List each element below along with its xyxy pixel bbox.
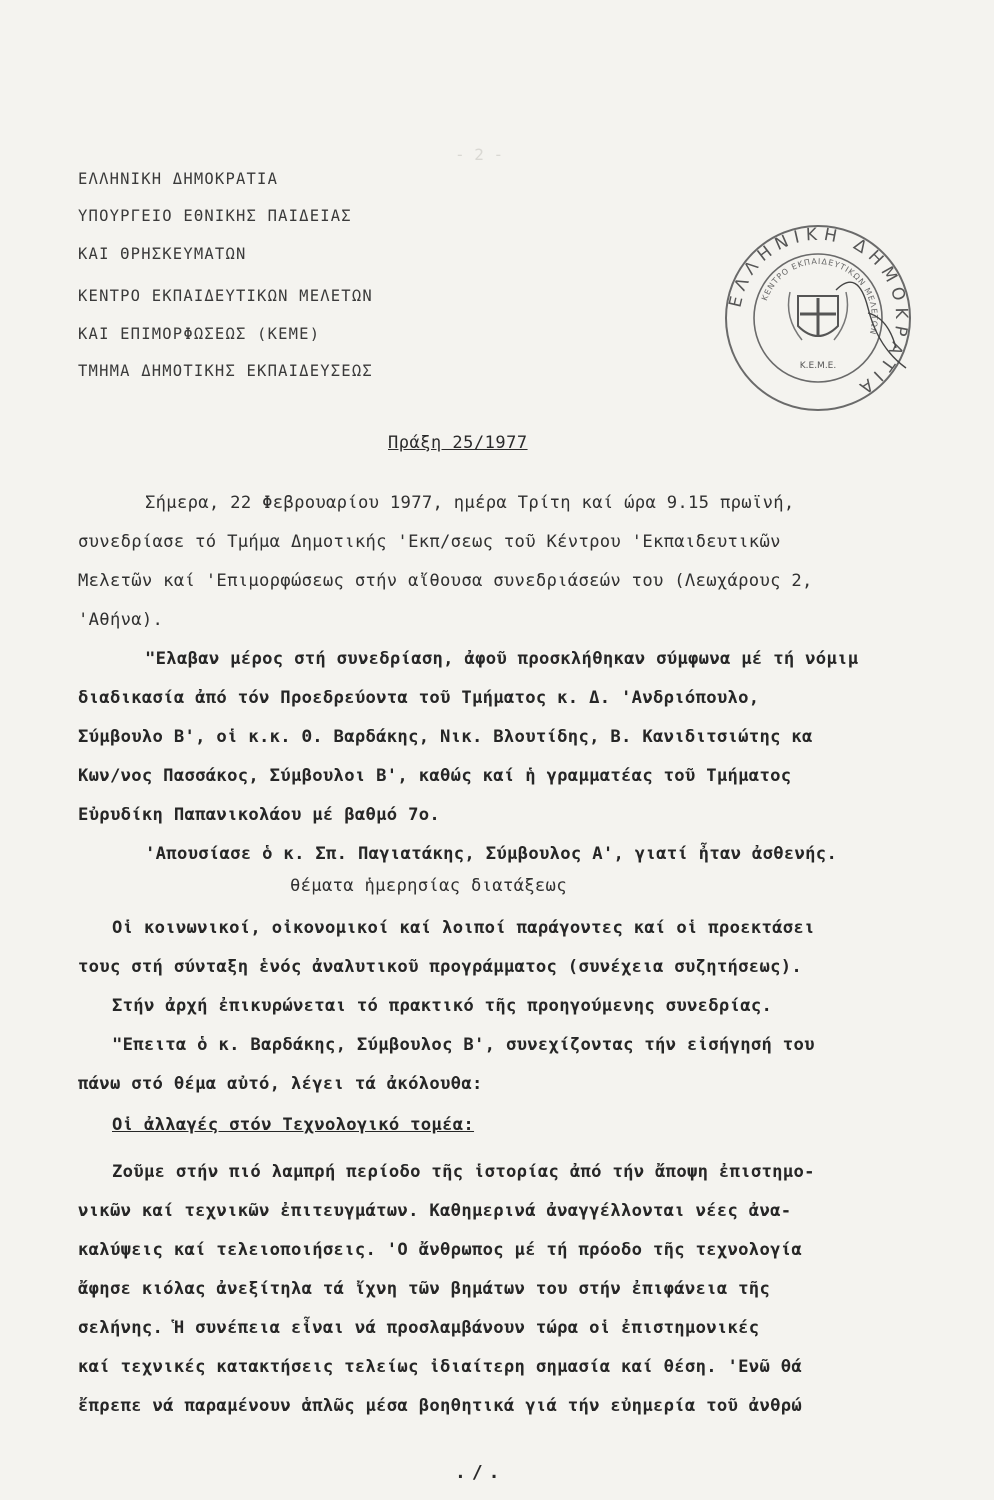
body-line: σελήνης. Ἡ συνέπεια εἶναι νά προσλαμβάνουν τώρα οἱ ἐπιστημονικές xyxy=(78,1318,760,1338)
header-line-2: ΥΠΟΥΡΓΕΙΟ ΕΘΝΙΚΗΣ ΠΑΙΔΕΙΑΣ xyxy=(78,207,352,225)
body-line: Ζοῦμε στήν πιό λαμπρή περίοδο τῆς ἱστορίας ἀπό τήν ἄποψη ἐπιστημο- xyxy=(112,1162,815,1182)
coat-of-arms-icon xyxy=(789,292,848,340)
body-line: 'Απουσίασε ὁ κ. Σπ. Παγιατάκης, Σύμβουλος Α', γιατί ἦταν ἀσθενής. xyxy=(145,844,838,864)
official-seal-stamp xyxy=(718,218,918,418)
body-line: διαδικασία ἀπό τόν Προεδρεύοντα τοῦ Τμήματος κ. Δ. 'Ανδριόπουλο, xyxy=(78,688,760,708)
body-line: καλύψεις καί τελειοποιήσεις. 'Ο ἄνθρωπος μέ τή πρόοδο τῆς τεχνολογία xyxy=(78,1240,803,1260)
body-line: τους στή σύνταξη ἑνός ἀναλυτικοῦ προγράμματος (συνέχεια συζητήσεως). xyxy=(78,957,803,977)
continuation-mark: ./. xyxy=(455,1462,506,1483)
body-line: Σύμβουλο Β', οἱ κ.κ. Θ. Βαρδάκης, Νικ. Βλουτίδης, Β. Κανιδιτσιώτης κα xyxy=(78,727,813,747)
body-line: Στήν ἀρχή ἐπικυρώνεται τό πρακτικό τῆς προηγούμενης συνεδρίας. xyxy=(112,996,773,1016)
header-line-5: ΚΑΙ ΕΠΙΜΟΡΦΩΣΕΩΣ (ΚΕΜΕ) xyxy=(78,325,321,343)
body-line: καί τεχνικές κατακτήσεις τελείως ἰδιαίτερη σημασία καί θέση. 'Ενῶ θά xyxy=(78,1357,803,1377)
header-line-1: ΕΛΛΗΝΙΚΗ ΔΗΜΟΚΡΑΤΙΑ xyxy=(78,170,279,188)
section-heading: Οἱ ἀλλαγές στόν Τεχνολογικό τομέα: xyxy=(112,1115,475,1135)
body-line: πάνω στό θέμα αὐτό, λέγει τά ἀκόλουθα: xyxy=(78,1074,483,1094)
body-line: Εὐρυδίκη Παπανικολάου μέ βαθμό 7ο. xyxy=(78,805,441,825)
body-line: νικῶν καί τεχνικῶν ἐπιτευγμάτων. Καθημερινά ἀναγγέλλονται νέες ἀνα- xyxy=(78,1201,792,1221)
header-line-3: ΚΑΙ ΘΡΗΣΚΕΥΜΑΤΩΝ xyxy=(78,245,247,263)
body-line: ἔπρεπε νά παραμένουν ἁπλῶς μέσα βοηθητικά γιά τήν εὐημερία τοῦ ἀνθρώ xyxy=(78,1396,803,1416)
body-line: ἄφησε κιόλας ἀνεξίτηλα τά ἴχνη τῶν βημάτων του στήν ἐπιφάνεια τῆς xyxy=(78,1279,771,1299)
header-line-6: ΤΜΗΜΑ ΔΗΜΟΤΙΚΗΣ ΕΚΠΑΙΔΕΥΣΕΩΣ xyxy=(78,362,373,380)
body-line: "Επειτα ὁ κ. Βαρδάκης, Σύμβουλος Β', συνεχίζοντας τήν εἰσήγησή του xyxy=(112,1035,815,1055)
body-line: συνεδρίασε τό Τμήμα Δημοτικής 'Εκπ/σεως τοῦ Κέντρου 'Εκπαιδευτικῶν xyxy=(78,532,781,552)
body-line: Κων/νος Πασσάκος, Σύμβουλοι Β', καθώς καί ἡ γραμματέας τοῦ Τμήματος xyxy=(78,766,792,786)
body-line: 'Αθήνα). xyxy=(78,610,164,630)
seal-bottom-text: Κ.Ε.Μ.Ε. xyxy=(799,361,837,371)
body-line: Μελετῶν καί 'Επιμορφώσεως στήν αἴθουσα συνεδριάσεών του (Λεωχάρους 2, xyxy=(78,571,813,591)
body-line: "Ελαβαν μέρος στή συνεδρίαση, ἀφοῦ προσκλήθηκαν σύμφωνα μέ τή νόμιμ xyxy=(145,649,859,669)
seal-outer-text: ΕΛΛΗΝΙΚΗ ΔΗΜΟΚΡΑΤΙΑ xyxy=(725,224,912,401)
body-line: Οἱ κοινωνικοί, οἰκονομικοί καί λοιποί παράγοντες καί οἱ προεκτάσει xyxy=(112,918,815,938)
body-line: θέματα ἡμερησίας διατάξεως xyxy=(290,876,567,896)
document-title: Πράξη 25/1977 xyxy=(388,433,528,453)
header-line-4: ΚΕΝΤΡΟ ΕΚΠΑΙΔΕΥΤΙΚΩΝ ΜΕΛΕΤΩΝ xyxy=(78,287,373,305)
ghost-page-number: - 2 - xyxy=(455,145,504,164)
body-line: Σήμερα, 22 Φεβρουαρίου 1977, ημέρα Τρίτη καί ώρα 9.15 πρωϊνή, xyxy=(145,493,795,513)
seal-inner-text: ΚΕΝΤΡΟ ΕΚΠΑΙΔΕΥΤΙΚΩΝ ΜΕΛΕΤΩΝ xyxy=(760,256,880,337)
